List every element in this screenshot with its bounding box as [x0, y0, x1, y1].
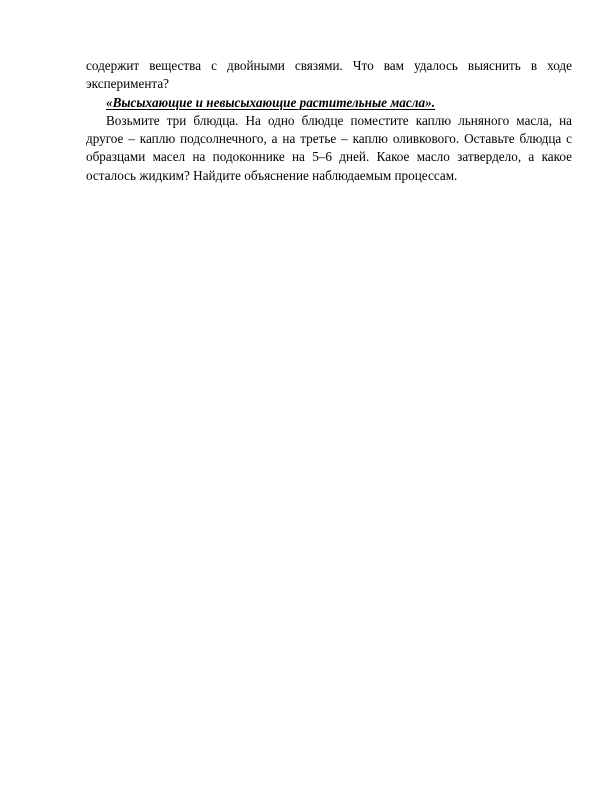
paragraph-oils-experiment: Возьмите три блюдца. На одно блюдце поместите каплю льняного масла, на другое – каплю подсолнечного, а на третье – каплю оливкового. Оставьте блюдца с образцами масел на подоконнике на 5–6 дней. Какое масло затвердело, а какое осталось жидким? Найдите объяснение наблюдаемым процессам.	[86, 112, 572, 183]
paragraph-experiment-question: содержит вещества с двойными связями. Что вам удалось выяснить в ходе эксперимента?	[86, 58, 572, 92]
document-page	[86, 57, 572, 185]
section-heading-line	[86, 94, 572, 112]
section-heading: «Высыхающие и невысыхающие растительные масла».	[106, 94, 436, 110]
